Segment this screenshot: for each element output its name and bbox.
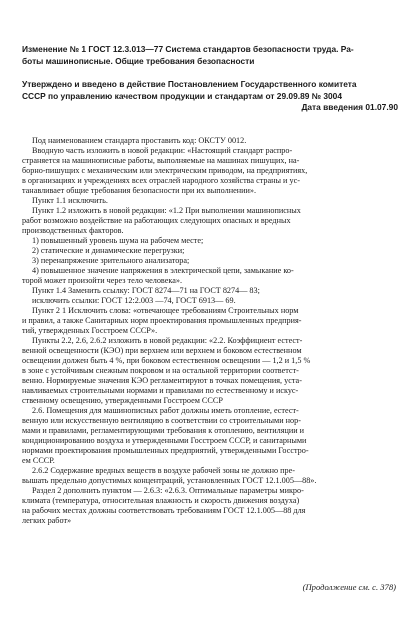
body-line: венно. Нормируемые значения КЭО регламентируют в точках помещения, уста- [22,376,302,385]
body-line: в зоне с устойчивым снежным покровом и на остальной территории соответст- [22,366,299,375]
body-line: ем СССР. [22,456,55,465]
body-line: на рабочих местах должны соответствовать требованиям ГОСТ 12.1.005—88 для [22,506,306,515]
body-line: Пункт 1.2 изложить в новой редакции: «1.2 При выполнении машинописных [32,206,301,215]
body-line: 2.6. Помещения для машинописных работ должны иметь отопление, естест- [32,406,299,415]
body-line: кондиционированию воздуха и утвержденными Госстроем СССР, и санитарными [22,436,307,445]
approval-line: Утверждено и введено в действие Постановлением Государственного комитета [22,79,357,89]
body-line: работ возможно воздействие на работающих следующих опасных и вредных [22,216,291,225]
body-line: Под наименованием стандарта проставить код: ОКСТУ 0012. [32,136,247,145]
body-line: в организациях и учреждениях всех отраслей народного хозяйства страны и ус- [22,176,300,185]
amendment-body [22,136,398,526]
continuation-note: (Продолжение см. с. 378) [302,582,396,592]
amendment-title [22,43,398,68]
body-line: торой может произойти через тело человека». [22,276,182,285]
body-line: и правил, а также Санитарных норм проектирования промышленных предприя- [22,316,302,325]
title-line: боты машинописные. Общие требования безопасности [22,56,255,67]
approval-statement [22,78,398,102]
approval-line: СССР по управлению качеством продукции и стандартам от 29.09.89 № 3004 [22,91,343,101]
body-line: навливаемых строительными нормами и правилами по естественному и искус- [22,386,299,395]
body-line: страняется на машинописные работы, выполняемые на машинах пишущих, на- [22,156,300,165]
body-line: венную или искусственную вентиляцию в соответствии со строительными нор- [22,416,301,425]
body-line: тий, утвержденных Госстроем СССР». [22,326,158,335]
body-line: Пункт 2 1 Исключить слова: «отвечающее требованиям Строительных норм [32,306,299,315]
body-line: ственному освещению, утвержденными Госстроем СССР [22,396,223,405]
body-line: 2) статические и динамические перегрузки; [32,246,185,255]
body-line: климата (температура, относительная влажность и скорость движения воздуха) [22,496,300,505]
body-line: 4) повышенное значение напряжения в электрической цепи, замыкание ко- [32,266,294,275]
body-line: Пункт 1.4 Заменить ссылку: ГОСТ 8274—71 на ГОСТ 8274— 83; [32,286,260,295]
title-line: Изменение № 1 ГОСТ 12.3.013—77 Система стандартов безопасности труда. Ра- [22,44,354,54]
body-line: нормами проектирования промышленных предприятий, утвержденными Госстро- [22,446,309,455]
body-line: борно-пишущих с механическим или электрическим приводом, на предприятиях, [22,166,308,175]
body-line: освещении должен быть 4 %, при боковом естественном освещении — 1,2 и 1,5 % [22,356,311,365]
body-line: 3) перенапряжение зрительного анализатора; [32,256,190,265]
body-line: исключить ссылки: ГОСТ 12:2.003 —74, ГОСТ 6913— 69. [32,296,236,305]
effective-date: Дата введения 01.07.90 [301,102,398,112]
body-line: производственных факторов. [22,226,124,235]
body-line: Раздел 2 дополнить пунктом — 2.6.3: «2.6.3. Оптимальные параметры микро- [32,486,304,495]
body-line: венной освещенности (КЭО) при верхнем или верхнем и боковом естественном [22,346,302,355]
body-line: легких работ» [22,516,72,525]
body-line: 2.6.2 Содержание вредных веществ в воздухе рабочей зоны не должно пре- [32,466,295,475]
body-line: Вводную часть изложить в новой редакции: «Настоящий стандарт распро- [32,146,293,155]
body-line: вышать предельно допустимых концентраций, установленных ГОСТ 12.1.005—88». [22,476,317,485]
body-line: Пункты 2.2, 2.6, 2.6.2 изложить в новой редакции: «2.2. Коэффициент естест- [32,336,303,345]
body-line: Пункт 1.1 исключить. [32,196,108,205]
body-line: 1) повышенный уровень шума на рабочем месте; [32,236,204,245]
body-line: танавливает общие требования безопасности при их выполнении». [22,186,257,195]
body-line: мами и правилами, регламентирующими требования к отоплению, вентиляции и [22,426,305,435]
